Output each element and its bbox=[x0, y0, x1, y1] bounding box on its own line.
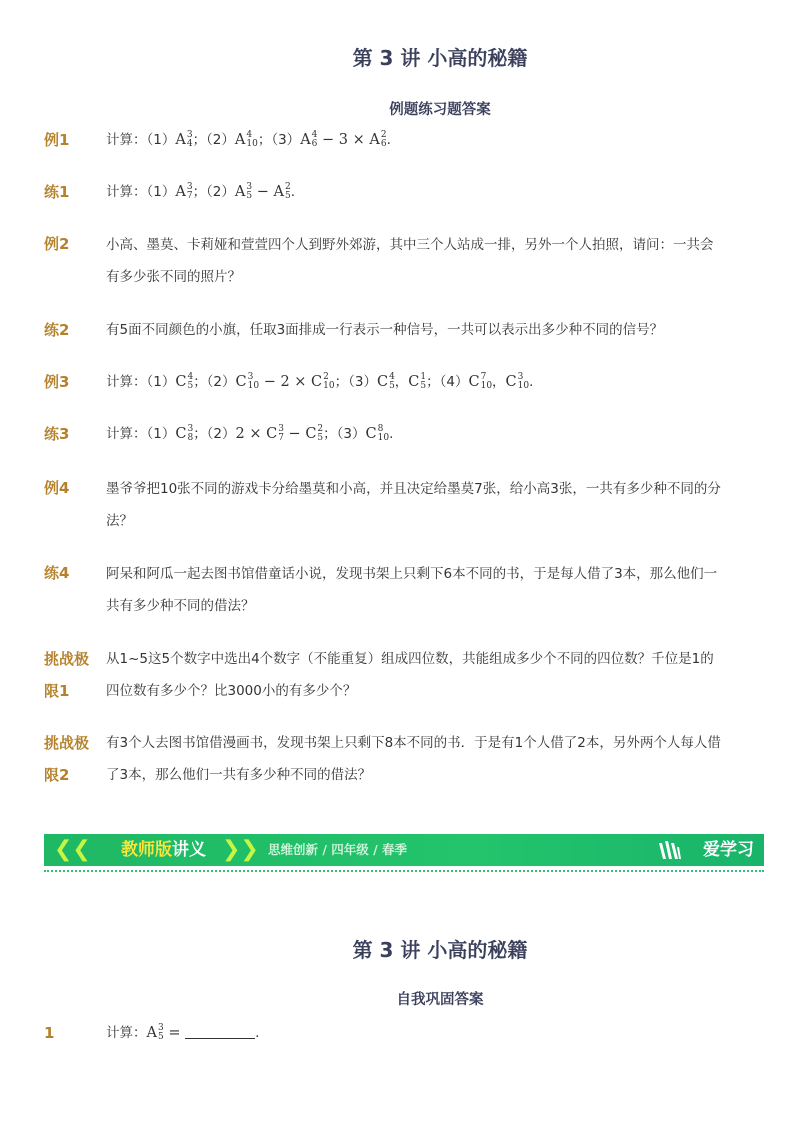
problem-content: 计算：（1）A 3 4 ；（2）A 4 10 ；（3）A 4 6 − 3 × A 2 6 . bbox=[106, 130, 391, 149]
footer-banner bbox=[44, 834, 764, 866]
page-title: 第 3 讲 小高的秘籍 bbox=[352, 938, 528, 962]
problem-label: 例2 bbox=[44, 235, 70, 253]
chevron-right-icon: ❯❯ bbox=[222, 837, 259, 862]
problem-row bbox=[44, 125, 764, 155]
problem-row bbox=[44, 727, 764, 791]
brand-logo-text: 爱学习 bbox=[703, 840, 754, 860]
problem-label: 练3 bbox=[44, 425, 70, 443]
problem-label: 例1 bbox=[44, 131, 70, 149]
section-subtitle: 自我巩固答案 bbox=[396, 992, 484, 1008]
problem-content: 小高、墨莫、卡莉娅和萱萱四个人到野外郊游，其中三个人站成一排，另外一个人拍照，请问：一共会有多少张不同的照片？ bbox=[106, 237, 714, 285]
problem-row bbox=[44, 177, 764, 207]
banner-divider bbox=[44, 870, 764, 872]
problem-row bbox=[44, 367, 764, 397]
problem-row bbox=[44, 643, 764, 707]
problem-content: 从1~5这5个数字中选出4个数字（不能重复）组成四位数，共能组成多少个不同的四位数？千位是1的四位数有多少个？比3000小的有多少个？ bbox=[106, 651, 714, 699]
problem-label: 练1 bbox=[44, 183, 70, 201]
problem-content: 有5面不同颜色的小旗，任取3面排成一行表示一种信号，一共可以表示出多少种不同的信号？ bbox=[106, 322, 664, 338]
question-content: 计算：A 3 5 = . bbox=[106, 1023, 260, 1042]
banner-subtitle: 思维创新 / 四年级 / 春季 bbox=[268, 842, 408, 857]
problem-row bbox=[44, 229, 764, 293]
problem-label: 例4 bbox=[44, 479, 70, 497]
answer-blank[interactable] bbox=[185, 1024, 255, 1039]
problem-content: 墨爷爷把10张不同的游戏卡分给墨莫和小高，并且决定给墨莫7张，给小高3张，一共有多少种不同的分法？ bbox=[106, 481, 721, 529]
problem-content: 有3个人去图书馆借漫画书，发现书架上只剩下8本不同的书．于是有1个人借了2本，另外两个人每人借了3本，那么他们一共有多少种不同的借法？ bbox=[106, 735, 721, 783]
problem-label: 例3 bbox=[44, 373, 70, 391]
section-subtitle: 例题练习题答案 bbox=[389, 102, 491, 118]
page-title: 第 3 讲 小高的秘籍 bbox=[352, 46, 528, 70]
brand-logo-icon bbox=[658, 839, 682, 861]
problem-content: 计算：（1）A 3 7 ；（2）A 3 5 − A 2 5 . bbox=[106, 182, 295, 201]
problem-row bbox=[44, 315, 764, 345]
banner-title: 教师版讲义 bbox=[121, 840, 206, 860]
problem-row bbox=[44, 473, 764, 537]
problem-row bbox=[44, 558, 764, 622]
problem-row bbox=[44, 419, 764, 449]
problem-content: 计算：（1）C 3 8 ；（2）2 × C 3 7 − C 2 5 ；（3）C 8 10 . bbox=[106, 424, 394, 443]
problem-label: 挑战极限1 bbox=[44, 650, 90, 700]
problem-content: 计算：（1）C 4 5 ；（2）C 3 10 − 2 × C 2 10 ；（3）C 4 5 ，C 1 5 ；（4）C 7 10 ，C 3 10 . bbox=[106, 372, 534, 391]
problem-content: 阿呆和阿瓜一起去图书馆借童话小说，发现书架上只剩下6本不同的书，于是每人借了3本，那么他们一共有多少种不同的借法？ bbox=[106, 566, 718, 614]
chevron-left-icon: ❮❮ bbox=[54, 837, 91, 862]
problem-label: 练4 bbox=[44, 564, 70, 582]
problem-label: 练2 bbox=[44, 321, 70, 339]
question-number: 1 bbox=[44, 1024, 55, 1042]
problem-label: 挑战极限2 bbox=[44, 734, 90, 784]
